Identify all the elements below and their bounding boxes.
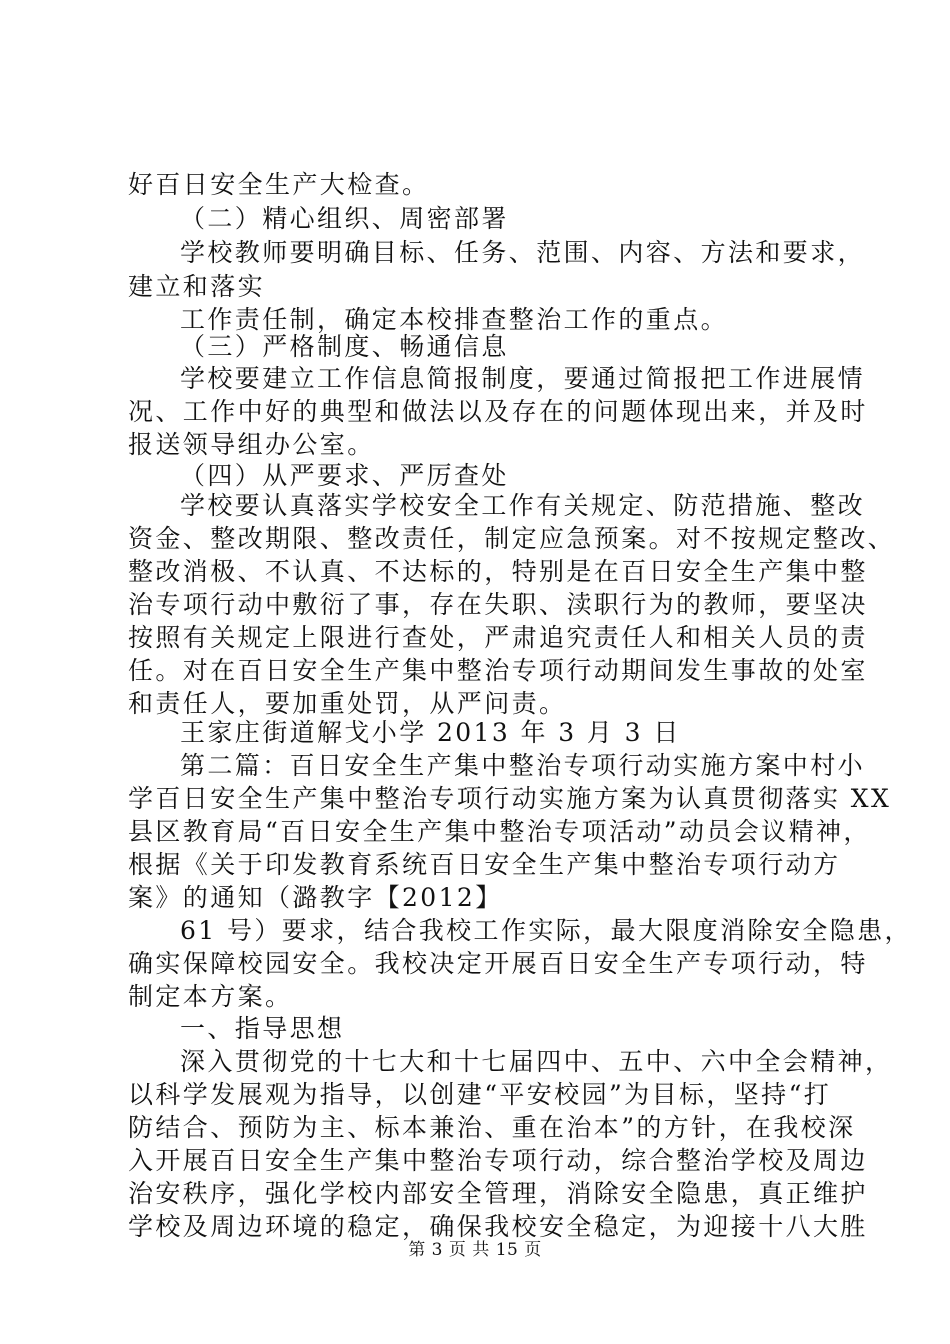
text-line: 和责任人，要加重处罚，从严问责。	[128, 689, 567, 718]
section-heading: 一、指导思想	[180, 1014, 345, 1043]
text-line: 治专项行动中敷衍了事，存在失职、渎职行为的教师，要坚决	[128, 590, 868, 619]
text-line: 治安秩序，强化学校内部安全管理，消除安全隐患，真正维护	[128, 1179, 868, 1208]
text-line: 报送领导组办公室。	[128, 430, 375, 459]
text-line: 按照有关规定上限进行查处，严肃追究责任人和相关人员的责	[128, 623, 868, 652]
text-line: 学百日安全生产集中整治专项行动实施方案为认真贯彻落实 XX	[128, 784, 892, 813]
text-line: 根据《关于印发教育系统百日安全生产集中整治专项行动方	[128, 850, 841, 879]
text-line: 整改消极、不认真、不达标的，特别是在百日安全生产集中整	[128, 557, 868, 586]
text-line: 学校要认真落实学校安全工作有关规定、防范措施、整改	[180, 491, 866, 520]
text-line: 入开展百日安全生产集中整治专项行动，综合整治学校及周边	[128, 1146, 868, 1175]
text-line: 县区教育局“百日安全生产集中整治专项活动”动员会议精神，	[128, 817, 871, 846]
text-line: 资金、整改期限、整改责任，制定应急预案。对不按规定整改、	[128, 524, 896, 553]
text-line: 任。对在百日安全生产集中整治专项行动期间发生事故的处室	[128, 656, 868, 685]
section-heading: （四）从严要求、严厉查处	[180, 461, 509, 490]
text-line: 以科学发展观为指导，以创建“平安校园”为目标，坚持“打	[128, 1080, 832, 1109]
text-line: 好百日安全生产大检查。	[128, 170, 430, 199]
text-line: 建立和落实	[128, 272, 266, 301]
text-line: 第二篇：百日安全生产集中整治专项行动实施方案中村小	[180, 751, 866, 780]
text-line: 学校教师要明确目标、任务、范围、内容、方法和要求，	[180, 238, 866, 267]
text-line: 学校及周边环境的稳定，确保我校安全稳定，为迎接十八大胜	[128, 1212, 868, 1241]
text-line: 况、工作中好的典型和做法以及存在的问题体现出来，并及时	[128, 397, 868, 426]
text-line: 防结合、预防为主、标本兼治、重在治本”的方针，在我校深	[128, 1113, 856, 1142]
text-line: 学校要建立工作信息简报制度，要通过简报把工作进展情	[180, 364, 866, 393]
text-line: 深入贯彻党的十七大和十七届四中、五中、六中全会精神，	[180, 1047, 893, 1076]
text-line: 61 号）要求，结合我校工作实际，最大限度消除安全隐患，	[180, 916, 912, 945]
text-line: 案》的通知（潞教字【2012】	[128, 883, 503, 912]
section-heading: （三）严格制度、畅通信息	[180, 332, 509, 361]
text-line: 工作责任制，确定本校排查整治工作的重点。	[180, 305, 729, 334]
section-heading: （二）精心组织、周密部署	[180, 204, 509, 233]
text-line: 确实保障校园安全。我校决定开展百日安全生产专项行动，特	[128, 949, 868, 978]
signature-date-line: 王家庄街道解戈小学 2013 年 3 月 3 日	[180, 718, 681, 747]
page-number: 第 3 页 共 15 页	[408, 1240, 542, 1260]
text-line: 制定本方案。	[128, 982, 293, 1011]
